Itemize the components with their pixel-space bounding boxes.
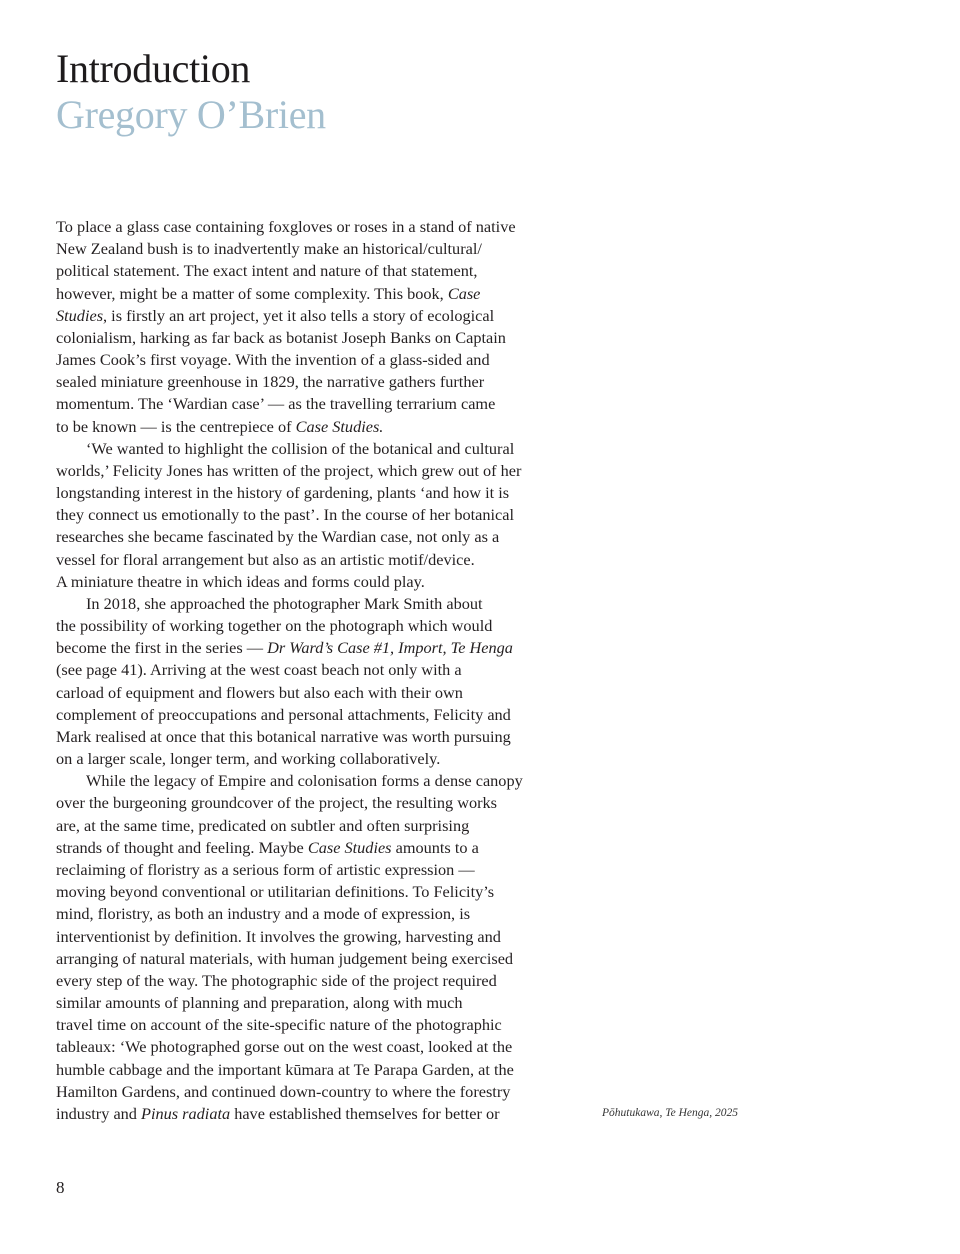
page-number: 8: [56, 1178, 65, 1197]
text-segment: complement of preoccupations and personal attachments, Felicity and: [56, 704, 511, 724]
text-line: [56, 659, 576, 681]
text-segment: industry and: [56, 1103, 142, 1123]
text-line: [56, 903, 576, 925]
text-line: [56, 238, 576, 260]
text-line: [56, 726, 576, 748]
text-segment: Hamilton Gardens, and continued down-country to where the forestry: [56, 1081, 511, 1101]
text-line: [56, 859, 576, 881]
italic-text: Case Studies.: [295, 416, 384, 436]
text-segment: however, might be a matter of some complexity. This book,: [56, 283, 448, 303]
text-line: [56, 283, 576, 305]
text-segment: have established themselves for better or: [230, 1103, 500, 1123]
text-segment: interventionist by definition. It involves the growing, harvesting and: [56, 926, 501, 946]
text-line: [56, 770, 576, 792]
text-line: [56, 815, 576, 837]
text-line: [56, 393, 576, 415]
text-segment: moving beyond conventional or utilitarian definitions. To Felicity’s: [56, 882, 495, 902]
text-segment: New Zealand bush is to inadvertently make an historical/cultural/: [56, 239, 482, 259]
text-line: [56, 637, 576, 659]
text-segment: to be known — is the centrepiece of: [56, 416, 296, 436]
text-segment: Mark realised at once that this botanical narrative was worth pursuing: [56, 726, 511, 746]
text-line: [56, 926, 576, 948]
text-segment: In 2018, she approached the photographer Mark Smith about: [86, 593, 483, 613]
text-segment: strands of thought and feeling. Maybe: [56, 837, 308, 857]
text-line: [56, 260, 576, 282]
text-segment: on a larger scale, longer term, and working collaboratively.: [56, 749, 441, 769]
text-segment: humble cabbage and the important kūmara at Te Parapa Garden, at the: [56, 1059, 514, 1079]
text-segment: travel time on account of the site-specific nature of the photographic: [56, 1015, 502, 1035]
text-line: [56, 992, 576, 1014]
text-segment: ‘We wanted to highlight the collision of the botanical and cultural: [86, 438, 515, 458]
text-segment: vessel for floral arrangement but also as an artistic motif/device.: [56, 549, 475, 569]
text-line: [56, 571, 576, 593]
text-segment: mind, floristry, as both an industry and a mode of expression, is: [56, 904, 471, 924]
italic-text: Dr Ward’s Case #1, Import, Te Henga: [267, 638, 513, 658]
text-segment: amounts to a: [391, 837, 479, 857]
italic-text: Studies: [56, 305, 104, 325]
text-segment: James Cook’s first voyage. With the invention of a glass-sided and: [56, 350, 490, 370]
text-segment: every step of the way. The photographic side of the project required: [56, 970, 497, 990]
heading-block: [56, 46, 326, 138]
text-line: [56, 837, 576, 859]
text-segment: sealed miniature greenhouse in 1829, the narrative gathers further: [56, 372, 485, 392]
text-line: [56, 704, 576, 726]
text-line: [56, 416, 576, 438]
image-caption: Pōhutukawa, Te Henga, 2025: [602, 1107, 738, 1119]
text-line: [56, 504, 576, 526]
text-line: [56, 549, 576, 571]
text-segment: researches she became fascinated by the Wardian case, not only as a: [56, 527, 500, 547]
text-segment: While the legacy of Empire and colonisation forms a dense canopy: [86, 771, 523, 791]
text-line: [56, 482, 576, 504]
text-line: [56, 526, 576, 548]
text-line: [56, 1059, 576, 1081]
text-line: [56, 1014, 576, 1036]
page-title: Introduction: [56, 46, 251, 91]
text-line: [56, 615, 576, 637]
body-text: [56, 216, 576, 1125]
text-line: [56, 327, 576, 349]
text-line: [56, 792, 576, 814]
text-line: [56, 1103, 576, 1125]
text-segment: , is firstly an art project, yet it also tells a story of ecological: [103, 305, 495, 325]
text-segment: arranging of natural materials, with human judgement being exercised: [56, 948, 514, 968]
text-segment: are, at the same time, predicated on subtler and often surprising: [56, 815, 470, 835]
text-line: [56, 1081, 576, 1103]
text-line: [56, 1036, 576, 1058]
text-segment: carload of equipment and flowers but also each with their own: [56, 682, 463, 702]
text-line: [56, 216, 576, 238]
text-segment: over the burgeoning groundcover of the project, the resulting works: [56, 793, 497, 813]
text-line: [56, 881, 576, 903]
text-segment: reclaiming of floristry as a serious form of artistic expression —: [56, 859, 475, 879]
text-segment: longstanding interest in the history of gardening, plants ‘and how it is: [56, 483, 510, 503]
author-name: Gregory O’Brien: [56, 92, 326, 137]
text-line: [56, 948, 576, 970]
italic-text: Pinus radiata: [141, 1103, 231, 1123]
text-segment: similar amounts of planning and preparation, along with much: [56, 993, 463, 1013]
text-segment: momentum. The ‘Wardian case’ — as the travelling terrarium came: [56, 394, 496, 414]
text-line: [56, 438, 576, 460]
text-segment: To place a glass case containing foxgloves or roses in a stand of native: [56, 217, 516, 236]
text-line: [56, 460, 576, 482]
text-line: [56, 682, 576, 704]
text-line: [56, 748, 576, 770]
text-line: [56, 371, 576, 393]
text-line: [56, 970, 576, 992]
italic-text: Case: [447, 283, 481, 303]
italic-text: Case Studies: [307, 837, 392, 857]
text-segment: colonialism, harking as far back as botanist Joseph Banks on Captain: [56, 327, 506, 347]
text-segment: tableaux: ‘We photographed gorse out on the west coast, looked at the: [56, 1037, 513, 1057]
text-segment: political statement. The exact intent and nature of that statement,: [56, 261, 478, 281]
text-line: [56, 305, 576, 327]
text-segment: become the first in the series —: [56, 638, 268, 658]
text-segment: A miniature theatre in which ideas and forms could play.: [56, 571, 425, 591]
text-segment: (see page 41). Arriving at the west coast beach not only with a: [56, 660, 462, 680]
text-segment: the possibility of working together on the photograph which would: [56, 616, 493, 636]
text-line: [56, 593, 576, 615]
text-line: [56, 349, 576, 371]
text-segment: worlds,’ Felicity Jones has written of the project, which grew out of her: [56, 460, 522, 480]
text-segment: they connect us emotionally to the past’. In the course of her botanical: [56, 505, 514, 525]
